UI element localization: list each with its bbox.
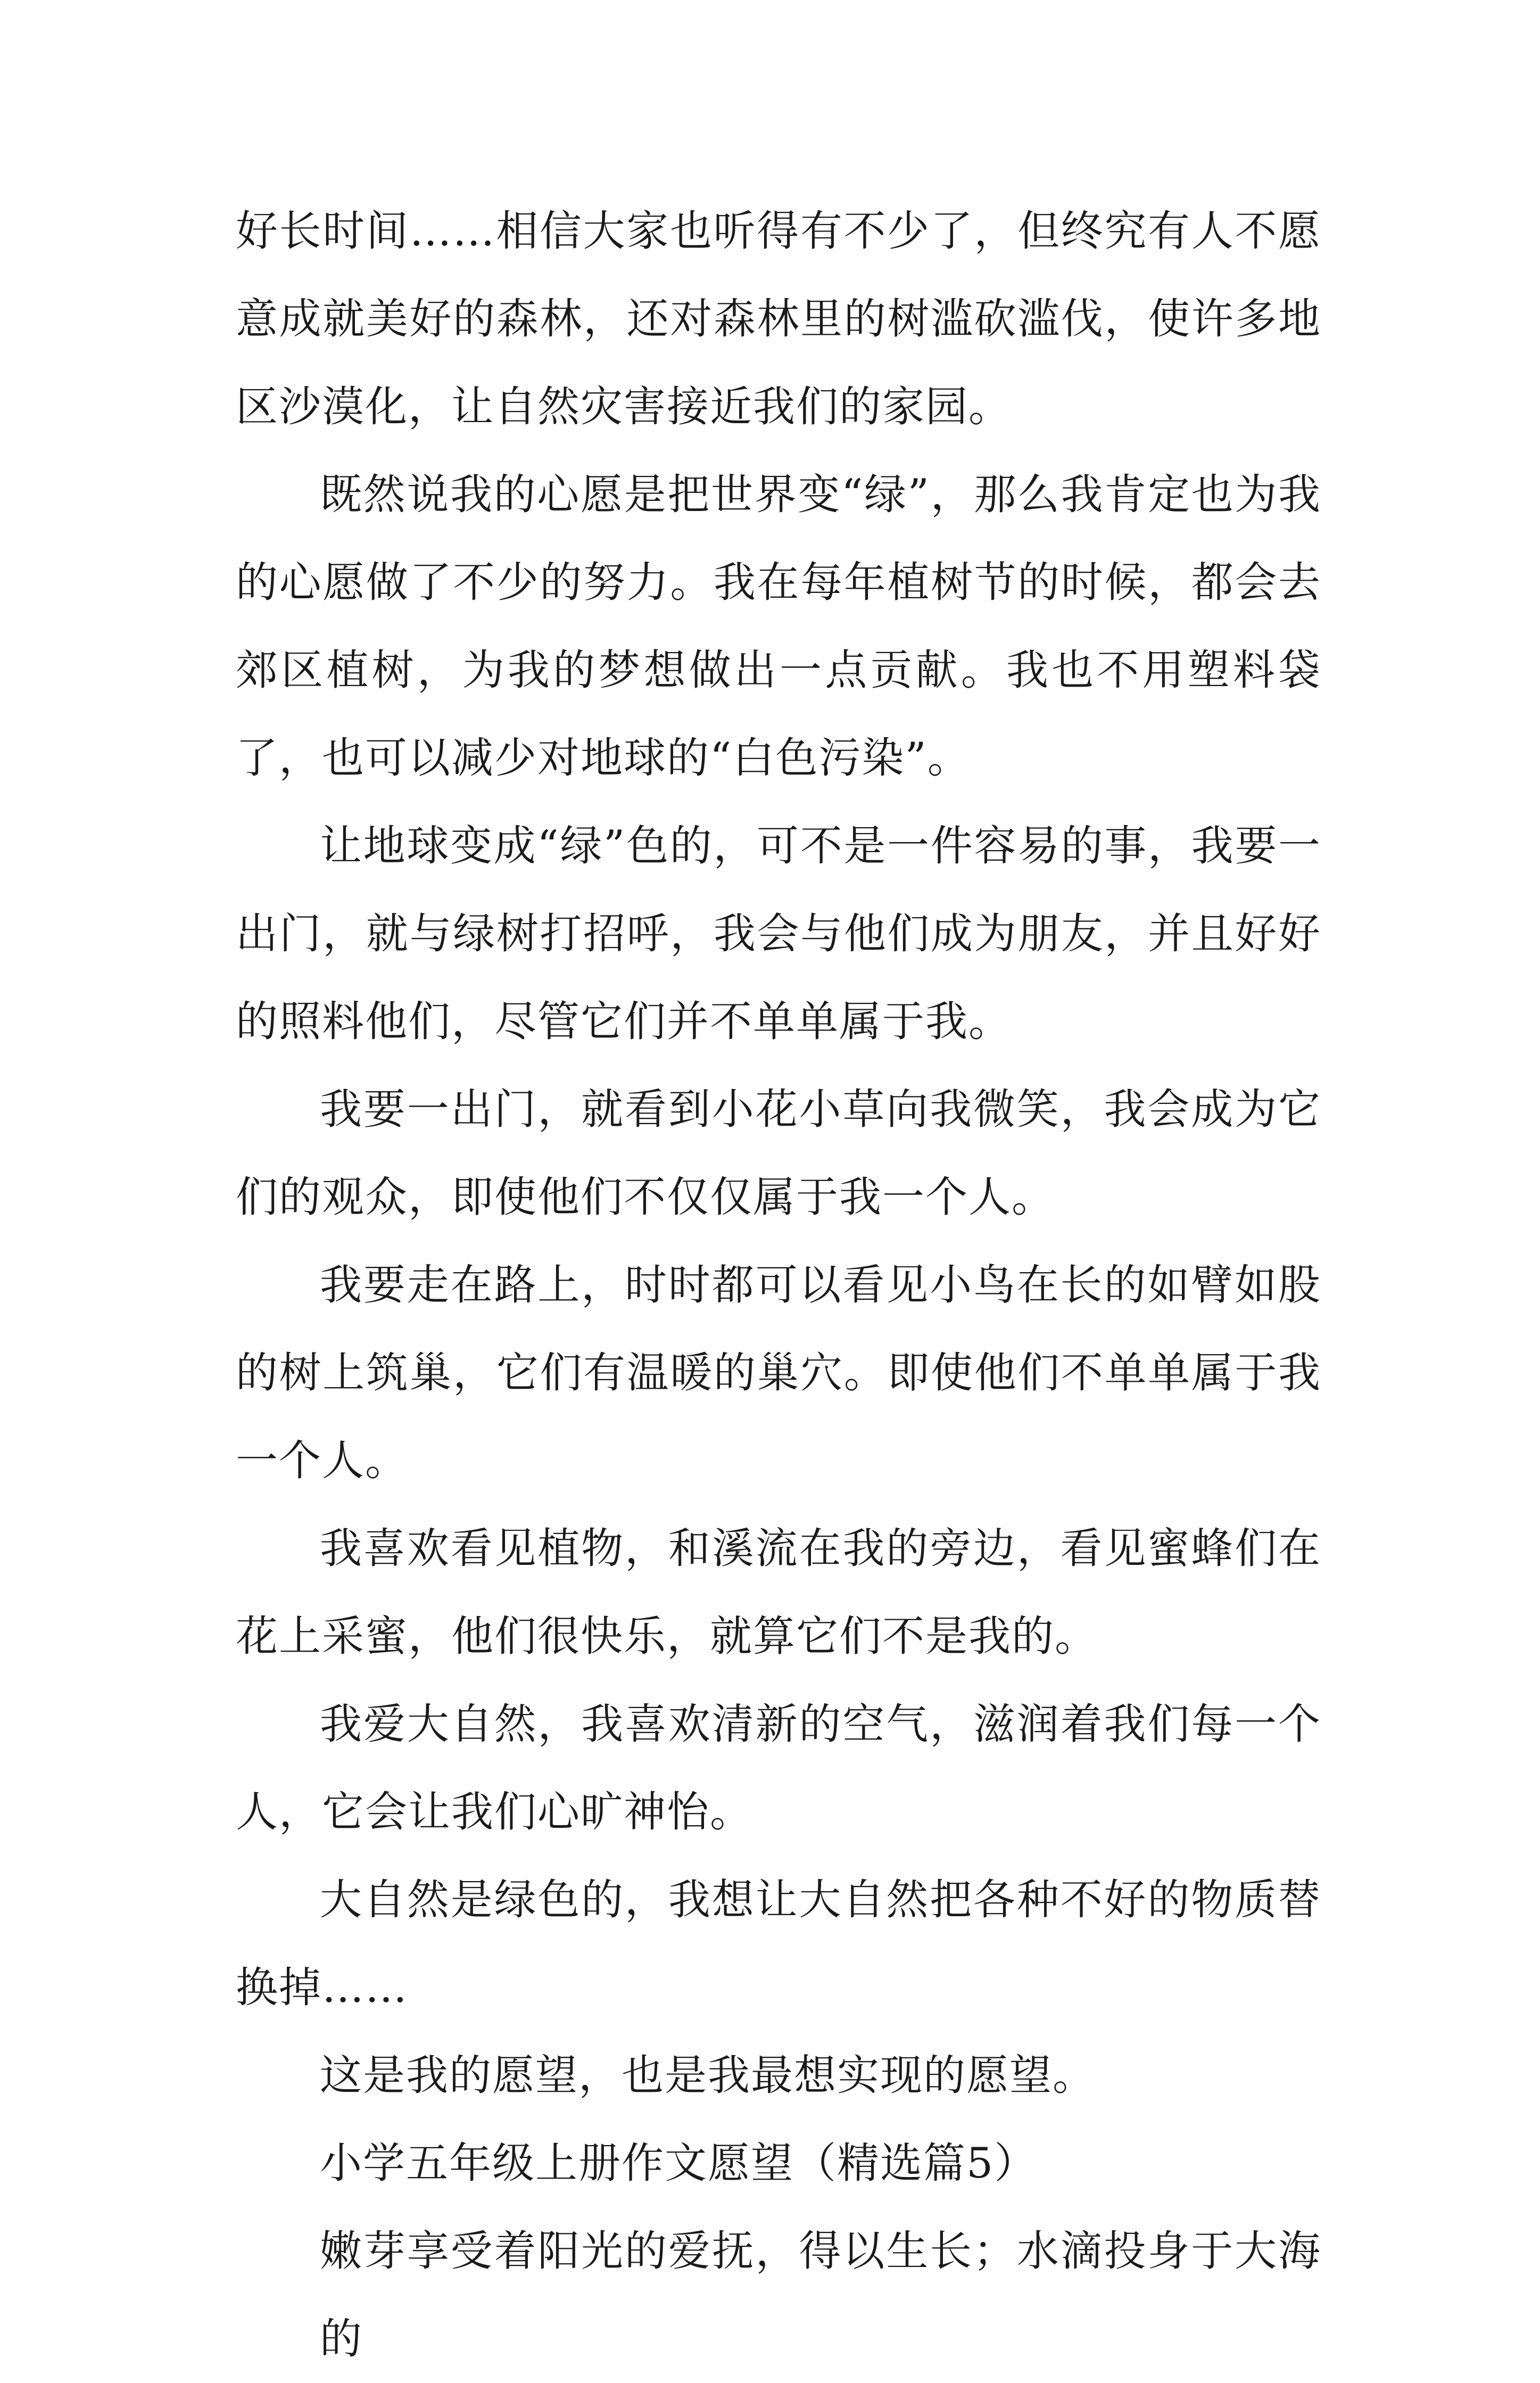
paragraph-8: 大自然是绿色的，我想让大自然把各种不好的物质替换掉…… [236, 1875, 1321, 2012]
paragraph-2: 既然说我的心愿是把世界变“绿”，那么我肯定也为我的心愿做了不少的努力。我在每年植树节的时候，都会去郊区植树，为我的梦想做出一点贡献。我也不用塑料袋了，也可以减少对地球的“白色污染”。 [236, 470, 1321, 782]
paragraph-6: 我喜欢看见植物，和溪流在我的旁边，看见蜜蜂们在花上采蜜，他们很快乐，就算它们不是我的。 [236, 1524, 1321, 1661]
paragraph-10: 嫩芽享受着阳光的爱抚，得以生长；水滴投身于大海的 [320, 2227, 1321, 2363]
paragraph-4: 我要一出门，就看到小花小草向我微笑，我会成为它们的观众，即使他们不仅仅属于我一个人。 [236, 1085, 1321, 1222]
paragraph-5: 我要走在路上，时时都可以看见小鸟在长的如臂如股的树上筑巢，它们有温暖的巢穴。即使他们不单单属于我一个人。 [236, 1260, 1321, 1485]
paragraph-1: 好长时间……相信大家也听得有不少了，但终究有人不愿意成就美好的森林，还对森林里的树滥砍滥伐，使许多地区沙漠化，让自然灾害接近我们的家园。 [236, 207, 1321, 431]
essay-body [236, 187, 1321, 2383]
paragraph-9: 这是我的愿望，也是我最想实现的愿望。 [320, 2051, 1096, 2100]
section-heading: 小学五年级上册作文愿望（精选篇5） [320, 2139, 1038, 2188]
paragraph-3: 让地球变成“绿”色的，可不是一件容易的事，我要一出门，就与绿树打招呼，我会与他们成为朋友，并且好好的照料他们，尽管它们并不单单属于我。 [236, 821, 1321, 1046]
paragraph-7: 我爱大自然，我喜欢清新的空气，滋润着我们每一个人，它会让我们心旷神怡。 [236, 1700, 1321, 1836]
